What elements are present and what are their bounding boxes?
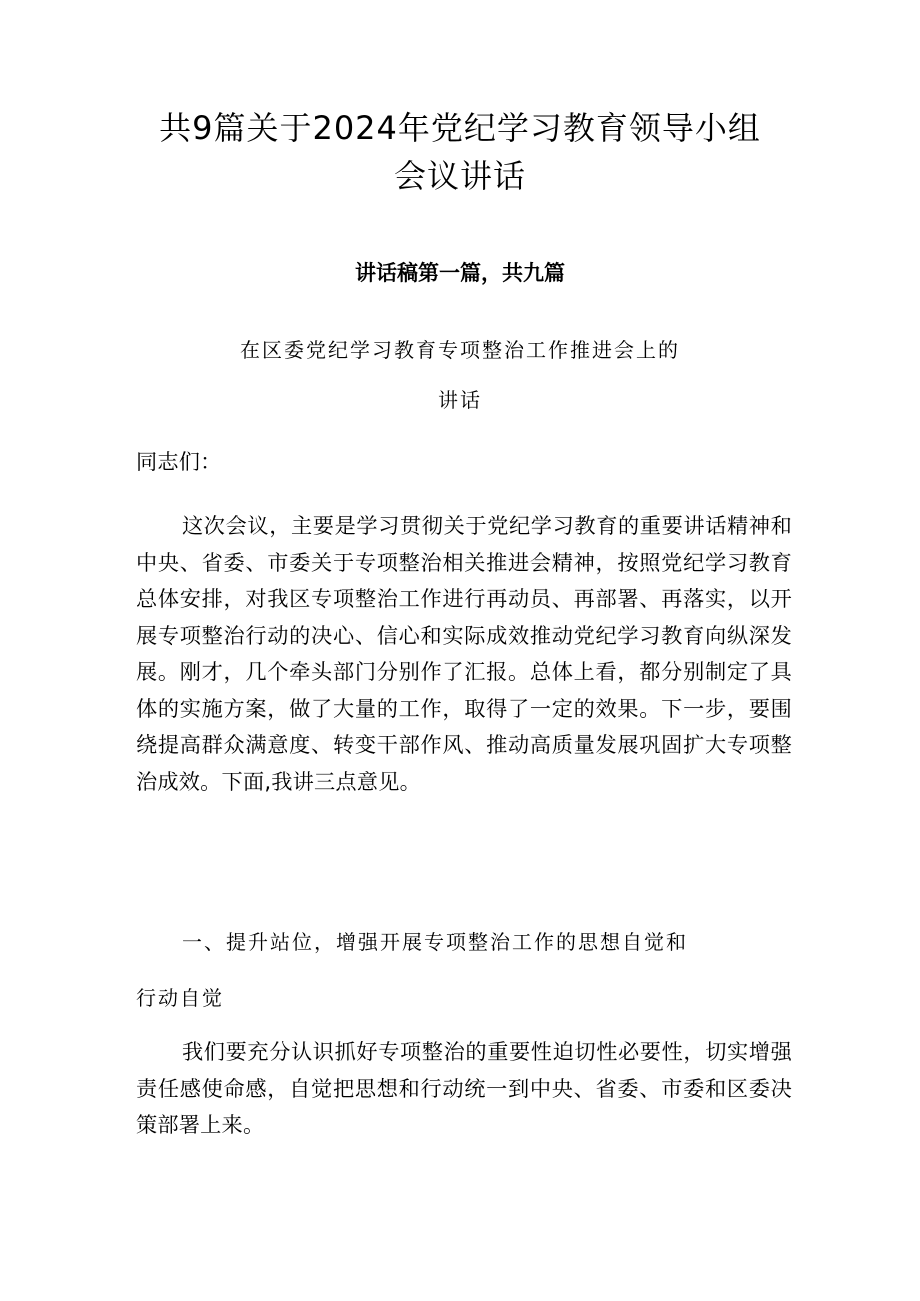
document-title-line-2: 会议讲话 <box>393 157 526 195</box>
point-heading-1 <box>136 914 776 1026</box>
document-title-line-1: 共9篇关于2024年党纪学习教育领导小组 <box>159 109 761 147</box>
section-heading: 讲话稿第一篇，共九篇 <box>355 261 565 285</box>
speech-title-line-2: 讲话 <box>438 388 482 412</box>
speech-title-line-1: 在区委党纪学习教育专项整治工作推进会上的 <box>240 338 680 362</box>
point-heading-1-line-1: 一、提升站位，增强开展专项整治工作的思想自觉和 <box>182 930 688 954</box>
greeting: 同志们： <box>136 449 222 474</box>
body-paragraph-1: 这次会议，主要是学习贯彻关于党纪学习教育的重要讲话精神和中央、省委、市委关于专项整治相关推进会精神，按照党纪学习教育总体安排，对我区专项整治工作进行再动员、再部署、再落实，以开展专项整治行动的决心、信心和实际成效推动党纪学习教育向纵深发展。刚才，几个牵头部门分别作了汇报。总体上看，都分别制定了具体的实施方案，做了大量的工作，取得了一定的效果。下一步，要围绕提高群众满意度、转变干部作风、推动高质量发展巩固扩大专项整治成效。下面,我讲三点意见。 <box>136 513 792 794</box>
point-heading-1-line-2: 行动自觉 <box>136 986 224 1010</box>
document-title <box>120 104 800 200</box>
body-paragraph-2: 我们要充分认识抓好专项整治的重要性迫切性必要性，切实增强责任感使命感，自觉把思想和行动统一到中央、省委、市委和区委决策部署上来。 <box>136 1039 792 1137</box>
speech-title <box>160 325 760 425</box>
